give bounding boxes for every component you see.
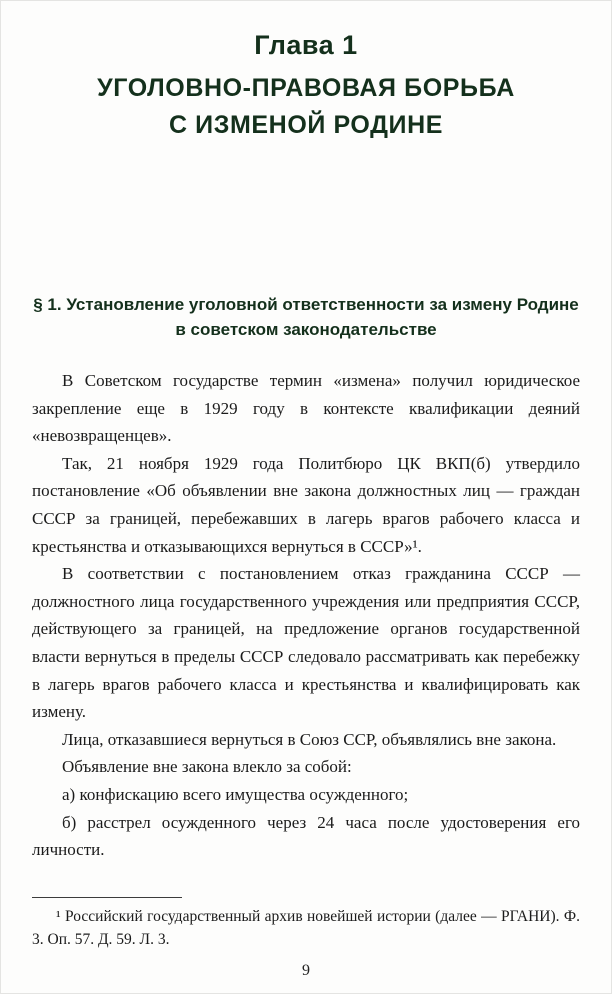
chapter-heading [32,29,580,144]
paragraph: В Советском государстве термин «измена» получил юридическое закрепление еще в 1929 году в контексте квалификации деяний «невозвращенцев». [32,371,580,446]
paragraph: а) конфискацию всего имущества осужденного; [62,784,409,804]
chapter-label: Глава 1 [254,30,358,60]
footnote [32,897,580,951]
section-heading-line-2: в советском законодательстве [175,320,437,339]
body-text [32,367,580,864]
paragraph: Так, 21 ноября 1929 года Политбюро ЦК ВКП(б) утвердило постановление «Об объявлении вне закона должностных лиц — граждан СССР за границей, перебежавших в лагерь врагов рабочего класса и крестьянства и отказывающихся вернуться в СССР»¹. [32,453,580,556]
page-number: 9 [302,962,310,979]
footnote-text: ¹ Российский государственный архив новейшей истории (далее — РГАНИ). Ф. 3. Оп. 57. Д. 59. Л. 3. [32,908,580,948]
paragraph: б) расстрел осужденного через 24 часа после удостоверения его личности. [32,812,580,860]
footnote-divider [32,897,182,898]
paragraph: Лица, отказавшиеся вернуться в Союз ССР, объявлялись вне закона. [62,729,557,749]
section-heading [32,292,580,342]
paragraph: В соответствии с постановлением отказ гражданина СССР — должностного лица государственного учреждения или предприятия СССР, действующего за границей, на предложение органов государственной власти вернуться в пределы СССР следовало рассматривать как перебежку в лагерь врагов рабочего класса и крестьянства и квалифицировать как измену. [32,564,580,722]
chapter-title-line-1: УГОЛОВНО-ПРАВОВАЯ БОРЬБА [97,74,515,102]
section-heading-line-1: § 1. Установление уголовной ответственности за измену Родине [33,295,579,314]
chapter-title-line-2: С ИЗМЕНОЙ РОДИНЕ [168,111,444,139]
paragraph: Объявление вне закона влекло за собой: [62,757,352,777]
